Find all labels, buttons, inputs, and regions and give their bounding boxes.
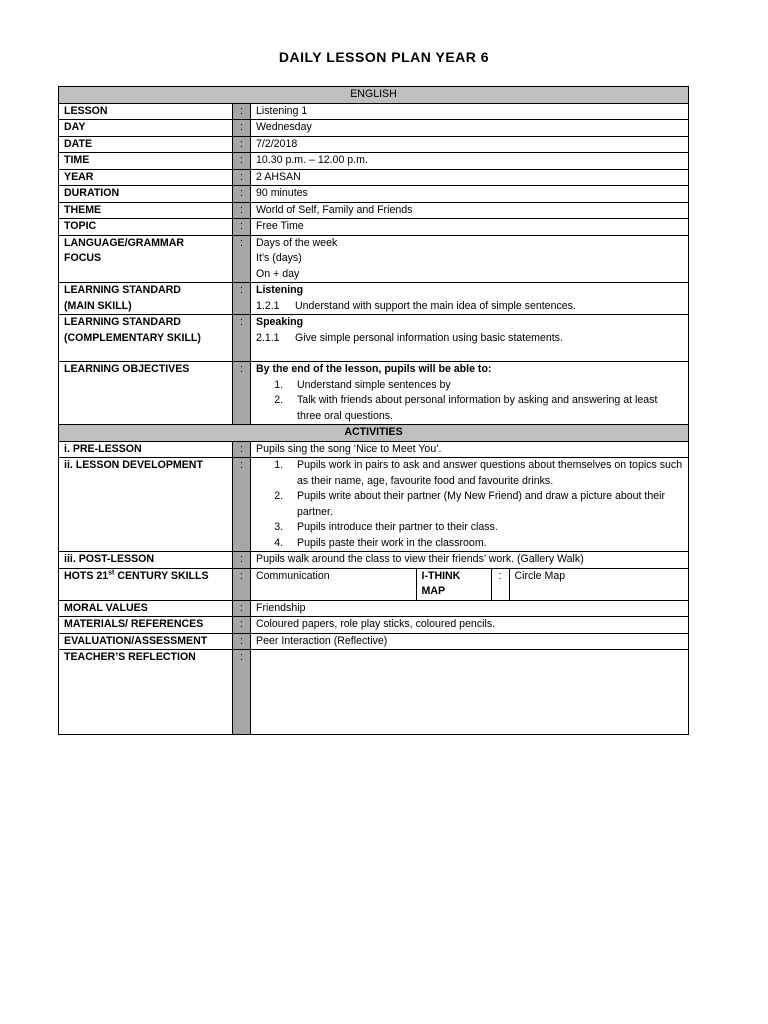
row-lesson-development bbox=[59, 458, 689, 552]
ls-main-text: Understand with support the main idea of simple sentences. bbox=[295, 299, 576, 312]
year-label: YEAR bbox=[59, 169, 233, 186]
day-value: Wednesday bbox=[251, 120, 689, 137]
separator: : bbox=[233, 441, 251, 458]
year-value: 2 AHSAN bbox=[251, 169, 689, 186]
row-date bbox=[59, 136, 689, 153]
lesson-development-label: ii. LESSON DEVELOPMENT bbox=[59, 458, 233, 552]
separator: : bbox=[233, 362, 251, 425]
hots-label bbox=[59, 568, 233, 600]
separator: : bbox=[233, 186, 251, 203]
ls-comp-text: Give simple personal information using basic statements. bbox=[295, 331, 563, 344]
list-item: 1. Pupils work in pairs to ask and answer questions about themselves on topics such as their name, age, favourite food and favourite drinks. bbox=[286, 458, 683, 489]
ithink-label-line2: MAP bbox=[421, 585, 446, 597]
separator: : bbox=[233, 315, 251, 362]
separator: : bbox=[233, 153, 251, 170]
ls-comp-skill: Speaking bbox=[256, 316, 304, 328]
ls-main-label-line2: (MAIN SKILL) bbox=[64, 299, 132, 312]
separator: : bbox=[491, 569, 509, 600]
day-label: DAY bbox=[59, 120, 233, 137]
theme-label: THEME bbox=[59, 202, 233, 219]
date-value: 7/2/2018 bbox=[251, 136, 689, 153]
hots-value-cell bbox=[251, 568, 689, 600]
separator: : bbox=[233, 600, 251, 617]
ls-main-value bbox=[251, 283, 689, 315]
separator: : bbox=[233, 235, 251, 283]
lesson-development-value bbox=[251, 458, 689, 552]
ithink-label-line1: I-THINK bbox=[421, 569, 461, 582]
row-moral-values bbox=[59, 600, 689, 617]
row-topic bbox=[59, 219, 689, 236]
post-lesson-value: Pupils walk around the class to view their friends’ work. (Gallery Walk) bbox=[251, 552, 689, 569]
grammar-label-line1: LANGUAGE/GRAMMAR bbox=[64, 236, 185, 249]
objectives-list bbox=[256, 378, 683, 425]
row-ls-comp bbox=[59, 315, 689, 362]
hots-label-post: CENTURY SKILLS bbox=[114, 569, 209, 582]
ls-comp-label-line1: LEARNING STANDARD bbox=[64, 316, 181, 328]
separator: : bbox=[233, 219, 251, 236]
page-title: DAILY LESSON PLAN YEAR 6 bbox=[278, 49, 490, 65]
row-materials bbox=[59, 617, 689, 634]
date-label: DATE bbox=[59, 136, 233, 153]
separator: : bbox=[233, 458, 251, 552]
duration-label: DURATION bbox=[59, 186, 233, 203]
ithink-label bbox=[416, 569, 491, 600]
list-item: 3. Pupils introduce their partner to their class. bbox=[286, 520, 683, 536]
pre-lesson-value: Pupils sing the song ‘Nice to Meet You’. bbox=[251, 441, 689, 458]
activities-header: ACTIVITIES bbox=[59, 425, 689, 442]
ls-comp-label bbox=[59, 315, 233, 362]
materials-label: MATERIALS/ REFERENCES bbox=[59, 617, 233, 634]
activities-header-row bbox=[59, 425, 689, 442]
reflection-value bbox=[251, 650, 689, 735]
row-pre-lesson bbox=[59, 441, 689, 458]
materials-value: Coloured papers, role play sticks, coloured pencils. bbox=[251, 617, 689, 634]
row-post-lesson bbox=[59, 552, 689, 569]
grammar-focus-value bbox=[251, 235, 689, 283]
ls-main-skill: Listening bbox=[256, 284, 304, 296]
ls-comp-code: 2.1.1 bbox=[256, 331, 280, 344]
moral-values-value: Friendship bbox=[251, 600, 689, 617]
theme-value: World of Self, Family and Friends bbox=[251, 202, 689, 219]
row-objectives bbox=[59, 362, 689, 425]
evaluation-label: EVALUATION/ASSESSMENT bbox=[59, 633, 233, 650]
ls-main-label-line1: LEARNING STANDARD bbox=[64, 284, 181, 296]
objectives-intro: By the end of the lesson, pupils will be able to: bbox=[256, 363, 492, 375]
hots-label-pre: HOTS 21 bbox=[64, 569, 109, 582]
duration-value: 90 minutes bbox=[251, 186, 689, 203]
ls-comp-value bbox=[251, 315, 689, 362]
hots-value: Communication bbox=[256, 569, 330, 582]
grammar-label-line2: FOCUS bbox=[64, 252, 102, 264]
row-lesson bbox=[59, 103, 689, 120]
separator: : bbox=[233, 617, 251, 634]
pre-lesson-label: i. PRE-LESSON bbox=[59, 441, 233, 458]
topic-label: TOPIC bbox=[59, 219, 233, 236]
reflection-label: TEACHER’S REFLECTION bbox=[59, 650, 233, 735]
ls-comp-label-line2: (COMPLEMENTARY SKILL) bbox=[64, 331, 201, 344]
ls-main-label bbox=[59, 283, 233, 315]
list-item: 2. Pupils write about their partner (My New Friend) and draw a picture about their partner. bbox=[286, 489, 683, 520]
lesson-label: LESSON bbox=[59, 103, 233, 120]
evaluation-value: Peer Interaction (Reflective) bbox=[251, 633, 689, 650]
separator: : bbox=[233, 552, 251, 569]
row-ls-main bbox=[59, 283, 689, 315]
lesson-value: Listening 1 bbox=[251, 103, 689, 120]
hots-inner-table bbox=[251, 569, 688, 600]
subject-header-row bbox=[59, 87, 689, 104]
row-theme bbox=[59, 202, 689, 219]
row-reflection bbox=[59, 650, 689, 735]
grammar-focus-label bbox=[59, 235, 233, 283]
list-item: 1. Understand simple sentences by bbox=[286, 378, 683, 394]
row-time bbox=[59, 153, 689, 170]
row-evaluation bbox=[59, 633, 689, 650]
subject-header: ENGLISH bbox=[59, 87, 689, 104]
grammar-line: Days of the week bbox=[256, 236, 338, 249]
row-grammar-focus bbox=[59, 235, 689, 283]
grammar-line: On + day bbox=[256, 267, 300, 280]
row-hots bbox=[59, 568, 689, 600]
ls-main-code: 1.2.1 bbox=[256, 299, 280, 312]
separator: : bbox=[233, 169, 251, 186]
post-lesson-label: iii. POST-LESSON bbox=[59, 552, 233, 569]
development-list bbox=[256, 458, 683, 551]
ls-main-standard bbox=[256, 299, 683, 315]
time-label: TIME bbox=[59, 153, 233, 170]
separator: : bbox=[233, 202, 251, 219]
separator: : bbox=[233, 633, 251, 650]
ithink-value: Circle Map bbox=[509, 569, 688, 600]
moral-values-label: MORAL VALUES bbox=[59, 600, 233, 617]
separator: : bbox=[233, 120, 251, 137]
separator: : bbox=[233, 283, 251, 315]
grammar-line: It’s (days) bbox=[256, 252, 302, 264]
row-day bbox=[59, 120, 689, 137]
objectives-label: LEARNING OBJECTIVES bbox=[59, 362, 233, 425]
objectives-value bbox=[251, 362, 689, 425]
separator: : bbox=[233, 136, 251, 153]
lesson-plan-table bbox=[58, 86, 689, 735]
separator: : bbox=[233, 103, 251, 120]
topic-value: Free Time bbox=[251, 219, 689, 236]
hots-label-sup: st bbox=[108, 568, 115, 576]
list-item: 4. Pupils paste their work in the classroom. bbox=[286, 536, 683, 552]
row-duration bbox=[59, 186, 689, 203]
separator: : bbox=[233, 650, 251, 735]
time-value: 10.30 p.m. – 12.00 p.m. bbox=[251, 153, 689, 170]
row-year bbox=[59, 169, 689, 186]
list-item: 2. Talk with friends about personal information by asking and answering at least three oral questions. bbox=[286, 393, 683, 424]
separator: : bbox=[233, 568, 251, 600]
ls-comp-standard bbox=[256, 331, 683, 347]
